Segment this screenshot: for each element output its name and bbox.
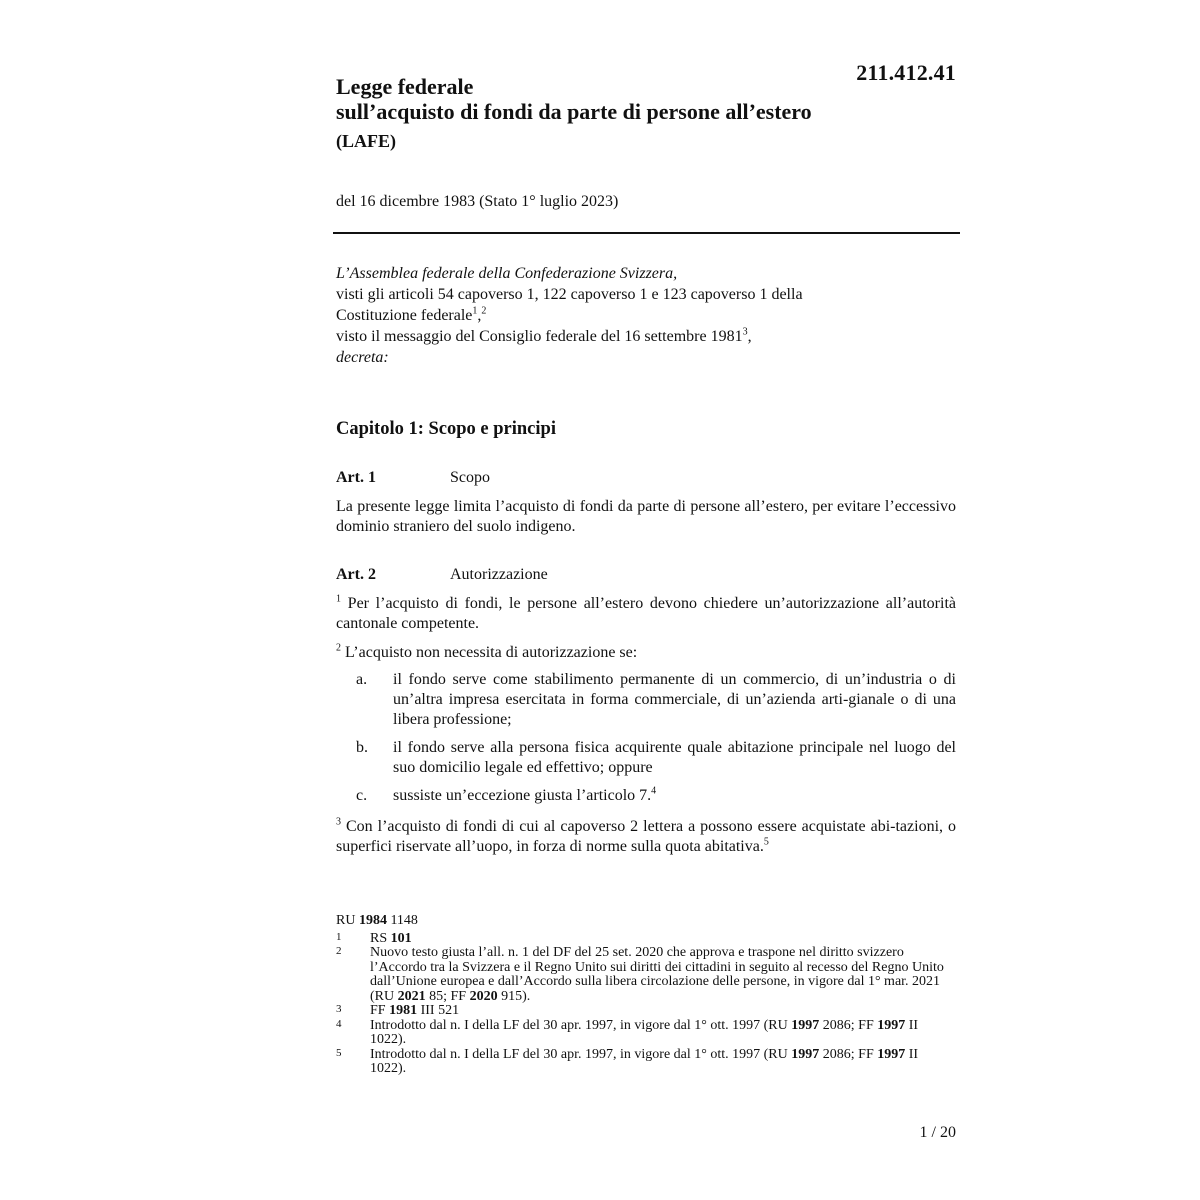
header-divider — [333, 232, 960, 234]
footnote-ref[interactable]: 5 — [763, 836, 769, 848]
footnote-ref[interactable]: 4 — [651, 785, 657, 797]
footnote-number: 4 — [336, 1017, 342, 1030]
footnote-ref[interactable]: 3 — [742, 326, 748, 338]
preamble-line: Costituzione federale$^1$,$^2$ — [336, 305, 487, 324]
ru-reference: RU 1984 1148 — [336, 913, 418, 928]
footnote: 2 Nuovo testo giusta l’all. n. 1 del DF del 25 set. 2020 che approva e traspone nel diritto svizzero l’Accordo tra la Svizzera e il Regno Unito sui diritti dei cittadini in seguito al recesso del Regno Unito dall’Unione europea e dall’Accordo sulla libera circolazione delle persone, in vigore dal 1° mar. 2021 (RU 2021 85; FF 2020 915). — [336, 945, 944, 1004]
article-heading — [336, 469, 490, 487]
list-letter: c. — [356, 787, 368, 804]
footnote-number: 1 — [336, 930, 342, 943]
article-heading — [336, 566, 548, 584]
page-number: 1 / 20 — [919, 1124, 956, 1141]
footnote-number: 2 — [336, 945, 342, 957]
preamble-line: visto il messaggio del Consiglio federale del 16 settembre 1981$^3$, — [336, 326, 752, 345]
article-paragraph: $^1$ Per l’acquisto di fondi, le persone all’estero devono chiedere un’autorizzazione all’autorità cantonale competente. — [336, 593, 956, 632]
article-paragraph: $^2$ L’acquisto non necessita di autorizzazione se: — [336, 642, 638, 661]
preamble — [336, 263, 956, 368]
paragraph-number: 3 — [336, 816, 341, 828]
footnotes — [336, 914, 956, 1077]
preamble-assembly: L’Assemblea federale della Confederazione Svizzera, — [336, 265, 678, 282]
article-text: La presente legge limita l’acquisto di fondi da parte di persone all’estero, per evitare l’eccessivo dominio straniero del suolo indigeno. — [336, 498, 956, 535]
footnote-number: 5 — [336, 1046, 342, 1059]
law-abbreviation: (LAFE) — [336, 131, 396, 151]
footnote: 3 FF 1981 III 521 — [336, 1003, 460, 1018]
preamble-line: visti gli articoli 54 capoverso 1, 122 capoverso 1 e 123 capoverso 1 della — [336, 286, 803, 303]
footnote-number: 3 — [336, 1003, 342, 1015]
footnote: 4 Introdotto dal n. I della LF del 30 apr. 1997, in vigore dal 1° ott. 1997 (RU 1997 2086; FF 1997 II 1022). — [336, 1017, 919, 1047]
footnote-ref[interactable]: 1 — [472, 305, 478, 317]
article-paragraph: $^3$ Con l’acquisto di fondi di cui al capoverso 2 lettera a possono essere acquistate abi-tazioni, o superfici riservate all’uopo, in forza di norme sulla quota abitativa.$^5$ — [336, 816, 956, 855]
law-title-line1: Legge federale — [336, 74, 474, 99]
law-title-line2: sull’acquisto di fondi da parte di persone all’estero — [336, 99, 812, 124]
list-letter: a. — [356, 671, 368, 688]
preamble-decreta: decreta: — [336, 349, 389, 366]
article-title: Autorizzazione — [450, 566, 548, 583]
article-list — [356, 670, 956, 814]
list-item: b. il fondo serve alla persona fisica acquirente quale abitazione principale nel luogo del suo domicilio legale ed effettivo; oppure — [356, 739, 956, 776]
title-block — [336, 74, 936, 152]
document-page — [336, 0, 960, 1200]
sr-number: 211.412.41 — [856, 60, 956, 85]
footnote: 1 RS 101 — [336, 930, 412, 946]
paragraph-number: 2 — [336, 642, 341, 654]
footnote-ref[interactable]: 2 — [481, 305, 487, 317]
list-item: c. sussiste un’eccezione giusta l’articolo 7.$^4$ — [356, 785, 657, 804]
list-item: a. il fondo serve come stabilimento permanente di un commercio, di un’industria o di un’altra impresa esercitata in forma commerciale, di un’azienda arti-gianale o di una libera professione; — [356, 671, 956, 728]
list-letter: b. — [356, 739, 368, 756]
paragraph-number: 1 — [336, 593, 341, 605]
law-date: del 16 dicembre 1983 (Stato 1° luglio 2023) — [336, 193, 619, 210]
article-title: Scopo — [450, 469, 490, 486]
article-number: Art. 1 — [336, 469, 376, 486]
chapter-heading: Capitolo 1: Scopo e principi — [336, 419, 556, 439]
footnote: 5 Introdotto dal n. I della LF del 30 apr. 1997, in vigore dal 1° ott. 1997 (RU 1997 2086; FF 1997 II 1022). — [336, 1046, 919, 1076]
article-number: Art. 2 — [336, 566, 376, 583]
